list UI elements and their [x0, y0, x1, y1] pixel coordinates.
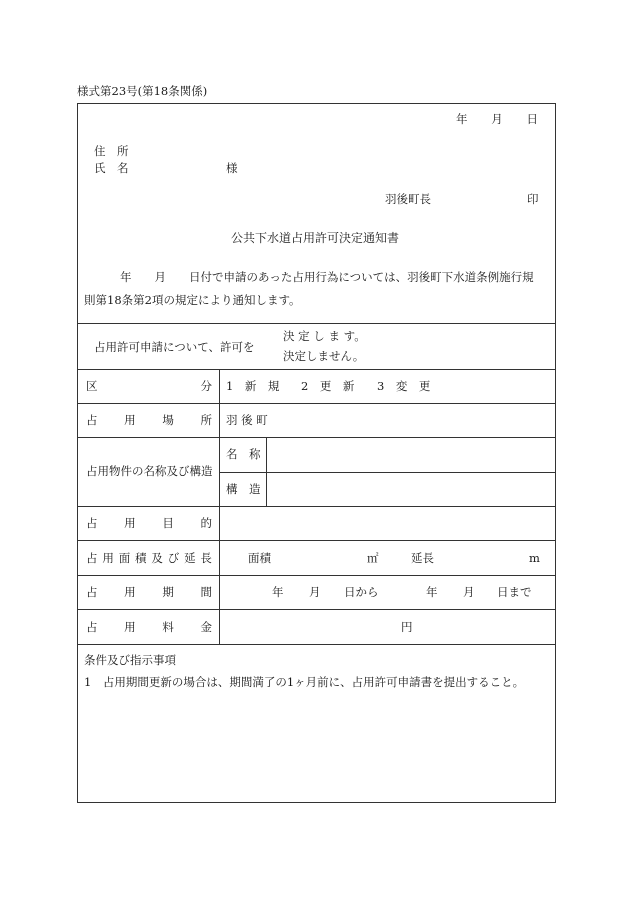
category-label: 区 分: [86, 379, 212, 393]
address-label: 住 所: [94, 144, 129, 158]
divider-decision: [77, 369, 556, 370]
conditions-title: 条件及び指示事項: [84, 653, 176, 667]
period-label: 占 用 期 間: [86, 585, 212, 599]
divider-period: [77, 609, 556, 610]
fee-label: 占 用 料 金: [86, 620, 212, 634]
period-from-day: 日から: [344, 585, 379, 599]
divider-object-inner: [219, 472, 556, 473]
issuer-mayor: 羽後町長: [385, 192, 431, 206]
purpose-label: 占 用 目 的: [86, 516, 212, 530]
honorific-sama: 様: [226, 161, 238, 175]
decision-option-deny: 決定しません。: [283, 349, 365, 363]
area-length-label: 占 用 面 積 及 び 延 長: [86, 551, 212, 565]
date-day-label: 日: [526, 112, 538, 126]
object-name-label: 名 称: [226, 447, 261, 461]
object-structure-label: 構 造: [226, 482, 261, 496]
location-value: 羽 後 町: [226, 413, 268, 427]
form-number-label: 様式第23号(第18条関係): [77, 84, 208, 98]
date-month-label: 月: [491, 112, 503, 126]
notice-form-frame: [77, 103, 556, 803]
period-to-day: 日まで: [497, 585, 532, 599]
divider-area: [77, 575, 556, 576]
date-line: [456, 114, 538, 126]
category-option-renewal: 2 更 新: [301, 379, 355, 393]
length-label: 延長: [411, 551, 434, 565]
area-unit: ㎡: [367, 551, 379, 565]
date-year-label: 年: [456, 112, 468, 126]
period-from-year: 年: [272, 585, 284, 599]
object-label: 占用物件の名称及び構造: [86, 464, 213, 478]
divider-location: [77, 437, 556, 438]
name-label: 氏 名: [94, 161, 129, 175]
location-label: 占 用 場 所: [86, 413, 212, 427]
divider-object: [77, 506, 556, 507]
period-from-month: 月: [309, 585, 321, 599]
area-label: 面積: [248, 551, 271, 565]
object-subcolumn-divider: [266, 437, 267, 506]
divider-category: [77, 403, 556, 404]
notice-body-line-1: 年 月 日付で申請のあった占用行為については、羽後町下水道条例施行規: [120, 270, 534, 284]
length-unit: m: [529, 551, 540, 565]
seal-mark: 印: [527, 192, 539, 206]
decision-label: 占用許可申請について、許可を: [94, 340, 255, 354]
fee-unit-yen: 円: [401, 620, 413, 634]
document-title: 公共下水道占用許可決定通知書: [230, 231, 399, 245]
divider-fee: [77, 644, 556, 645]
divider-purpose: [77, 540, 556, 541]
period-to-month: 月: [463, 585, 475, 599]
notice-body-line-2: 則第18条第2項の規定により通知します。: [84, 293, 301, 307]
period-to-year: 年: [426, 585, 438, 599]
divider-header: [77, 323, 556, 324]
notice-body: [84, 266, 549, 312]
category-option-change: 3 変 更: [377, 379, 431, 393]
conditions-item-1: 1 占用期間更新の場合は、期間満了の1ヶ月前に、占用許可申請書を提出すること。: [84, 675, 525, 689]
column-divider: [219, 369, 220, 644]
category-option-new: 1 新 規: [226, 379, 280, 393]
decision-option-approve: 決 定 し ま す。: [283, 329, 366, 343]
